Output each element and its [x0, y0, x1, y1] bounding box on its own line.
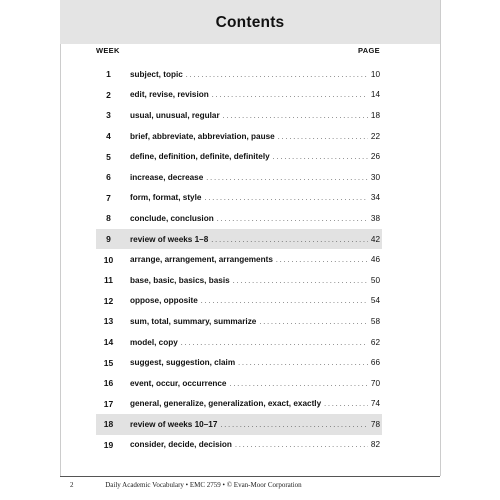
- page-number: 42: [370, 234, 380, 244]
- contents-row: [96, 167, 382, 188]
- entry: [121, 276, 382, 285]
- page-number: 22: [370, 131, 380, 141]
- footer-rule: [60, 476, 440, 477]
- week-number: 12: [103, 295, 114, 306]
- contents-row: [96, 373, 382, 394]
- leader-dots: [233, 276, 368, 285]
- page-number: 18: [370, 110, 380, 120]
- week-number: 3: [106, 110, 111, 121]
- page-number: 74: [370, 399, 380, 409]
- topic-text: review of weeks 10–17: [130, 419, 218, 429]
- topic-text: arrange, arrangement, arrangements: [130, 255, 273, 265]
- page-number: 62: [370, 337, 380, 347]
- contents-row: [96, 85, 382, 106]
- week-number: 9: [106, 234, 111, 245]
- contents-list: [96, 64, 382, 455]
- contents-row: [96, 229, 382, 250]
- week-number: 10: [103, 254, 114, 265]
- week-number: 19: [103, 439, 114, 450]
- leader-dots: [217, 214, 368, 223]
- page-number: 26: [370, 152, 380, 162]
- leader-dots: [276, 255, 368, 264]
- entry: [121, 214, 382, 223]
- week-number: 18: [103, 419, 114, 430]
- contents-row: [96, 311, 382, 332]
- page-title: Contents: [215, 14, 285, 31]
- contents-row: [96, 414, 382, 435]
- week-number: 6: [106, 172, 111, 183]
- contents-row: [96, 126, 382, 147]
- entry: [121, 111, 382, 120]
- contents-row: [96, 64, 382, 85]
- page-number: 50: [370, 275, 380, 285]
- week-number: 8: [106, 213, 111, 224]
- week-number: 2: [106, 89, 111, 100]
- contents-row: [96, 270, 382, 291]
- topic-text: suggest, suggestion, claim: [130, 358, 236, 368]
- page-number: 14: [370, 90, 380, 100]
- entry: [121, 152, 382, 161]
- leader-dots: [238, 358, 368, 367]
- week-number: 14: [103, 337, 114, 348]
- page-number: 30: [370, 172, 380, 182]
- entry: [121, 235, 382, 244]
- leader-dots: [229, 379, 367, 388]
- leader-dots: [220, 420, 367, 429]
- contents-row: [96, 188, 382, 209]
- footer-text: Daily Academic Vocabulary • EMC 2759 • © Evan-Moor Corporation: [105, 481, 302, 489]
- leader-dots: [273, 152, 368, 161]
- entry: [121, 70, 382, 79]
- week-number: 1: [106, 69, 111, 80]
- topic-text: model, copy: [130, 337, 178, 347]
- week-number: 11: [104, 275, 113, 286]
- topic-text: event, occur, occurrence: [130, 378, 227, 388]
- entry: [121, 90, 382, 99]
- entry: [121, 338, 382, 347]
- entry: [121, 440, 382, 449]
- leader-dots: [259, 317, 368, 326]
- page-column-header: PAGE: [358, 46, 380, 55]
- page-number: 58: [370, 316, 380, 326]
- topic-text: define, definition, definite, definitely: [130, 152, 270, 162]
- topic-text: consider, decide, decision: [130, 440, 232, 450]
- topic-text: base, basic, basics, basis: [130, 275, 230, 285]
- leader-dots: [206, 173, 368, 182]
- topic-text: subject, topic: [130, 69, 183, 79]
- page-number: 78: [370, 419, 380, 429]
- week-number: 5: [106, 151, 111, 162]
- topic-text: form, format, style: [130, 193, 202, 203]
- leader-dots: [223, 111, 368, 120]
- entry: [121, 296, 382, 305]
- topic-text: edit, revise, revision: [130, 90, 209, 100]
- contents-row: [96, 291, 382, 312]
- contents-row: [96, 435, 382, 456]
- week-number: 16: [103, 378, 114, 389]
- topic-text: brief, abbreviate, abbreviation, pause: [130, 131, 275, 141]
- contents-row: [96, 332, 382, 353]
- topic-text: conclude, conclusion: [130, 213, 214, 223]
- leader-dots: [204, 193, 367, 202]
- page-number: 70: [370, 378, 380, 388]
- page-number: 46: [370, 255, 380, 265]
- week-column-header: WEEK: [96, 46, 120, 55]
- contents-row: [96, 146, 382, 167]
- contents-row: [96, 352, 382, 373]
- entry: [121, 420, 382, 429]
- leader-dots: [211, 235, 368, 244]
- contents-row: [96, 394, 382, 415]
- entry: [121, 379, 382, 388]
- page-number: 38: [370, 213, 380, 223]
- page-number: 54: [370, 296, 380, 306]
- right-margin-line: [440, 0, 441, 476]
- leader-dots: [235, 440, 368, 449]
- contents-row: [96, 208, 382, 229]
- week-number: 13: [103, 316, 114, 327]
- entry: [121, 173, 382, 182]
- page-number: 66: [370, 358, 380, 368]
- contents-row: [96, 105, 382, 126]
- page-number: 34: [370, 193, 380, 203]
- topic-text: usual, unusual, regular: [130, 110, 220, 120]
- contents-row: [96, 249, 382, 270]
- leader-dots: [201, 296, 368, 305]
- week-number: 15: [103, 357, 114, 368]
- page-number: 10: [370, 69, 380, 79]
- topic-text: sum, total, summary, summarize: [130, 316, 257, 326]
- topic-text: review of weeks 1–8: [130, 234, 209, 244]
- topic-text: increase, decrease: [130, 172, 204, 182]
- entry: [121, 132, 382, 141]
- left-margin-line: [60, 0, 61, 476]
- footer: [70, 481, 302, 489]
- leader-dots: [212, 90, 368, 99]
- page-number: 82: [370, 440, 380, 450]
- leader-dots: [181, 338, 368, 347]
- leader-dots: [324, 399, 368, 408]
- entry: [121, 317, 382, 326]
- entry: [121, 399, 382, 408]
- week-number: 7: [106, 192, 111, 203]
- entry: [121, 193, 382, 202]
- topic-text: general, generalize, generalization, exact, exactly: [130, 399, 322, 409]
- leader-dots: [186, 70, 368, 79]
- footer-page-number: 2: [70, 481, 74, 489]
- entry: [121, 255, 382, 264]
- week-number: 4: [106, 131, 111, 142]
- leader-dots: [278, 132, 368, 141]
- entry: [121, 358, 382, 367]
- week-number: 17: [103, 398, 114, 409]
- topic-text: oppose, opposite: [130, 296, 198, 306]
